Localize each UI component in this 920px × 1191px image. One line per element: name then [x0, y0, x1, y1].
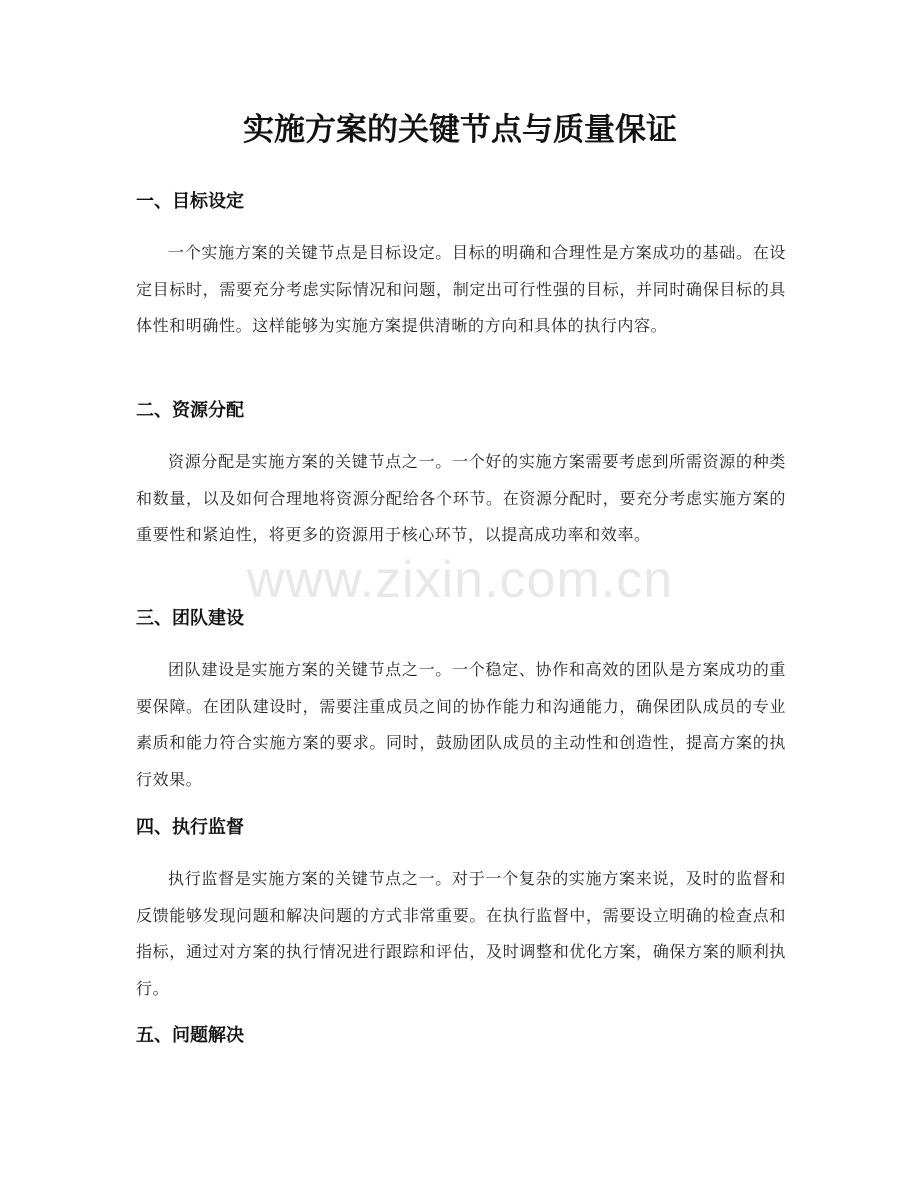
section-heading: 一、目标设定	[136, 191, 244, 212]
section-problem-solving	[136, 1023, 786, 1049]
section-paragraph: 团队建设是实施方案的关键节点之一。一个稳定、协作和高效的团队是方案成功的重要保障。在团队建设时，需要注重成员之间的协作能力和沟通能力，确保团队成员的专业素质和能力符合实施方案的要求。同时，鼓励团队成员的主动性和创造性，提高方案的执行效果。	[136, 660, 786, 790]
section-heading: 五、问题解决	[136, 1025, 244, 1046]
section-team-building	[136, 606, 786, 799]
section-heading: 三、团队建设	[136, 608, 244, 629]
section-paragraph: 一个实施方案的关键节点是目标设定。目标的明确和合理性是方案成功的基础。在设定目标时，需要充分考虑实际情况和问题，制定出可行性强的目标，并同时确保目标的具体性和明确性。这样能够为实施方案提供清晰的方向和具体的执行内容。	[136, 243, 786, 336]
section-execution-supervision	[136, 815, 786, 1008]
section-paragraph: 资源分配是实施方案的关键节点之一。一个好的实施方案需要考虑到所需资源的种类和数量，以及如何合理地将资源分配给各个环节。在资源分配时，要充分考虑实施方案的重要性和紧迫性，将更多的资源用于核心环节，以提高成功率和效率。	[136, 452, 786, 545]
watermark: www.zixin.com.cn	[246, 551, 674, 609]
section-paragraph: 执行监督是实施方案的关键节点之一。对于一个复杂的实施方案来说，及时的监督和反馈能够发现问题和解决问题的方式非常重要。在执行监督中，需要设立明确的检查点和指标，通过对方案的执行情况进行跟踪和评估，及时调整和优化方案，确保方案的顺利执行。	[136, 869, 786, 999]
section-goal-setting	[136, 189, 786, 345]
section-resource-allocation	[136, 398, 786, 554]
section-heading: 二、资源分配	[136, 400, 244, 421]
document-title: 实施方案的关键节点与质量保证	[243, 112, 677, 148]
section-heading: 四、执行监督	[136, 817, 244, 838]
